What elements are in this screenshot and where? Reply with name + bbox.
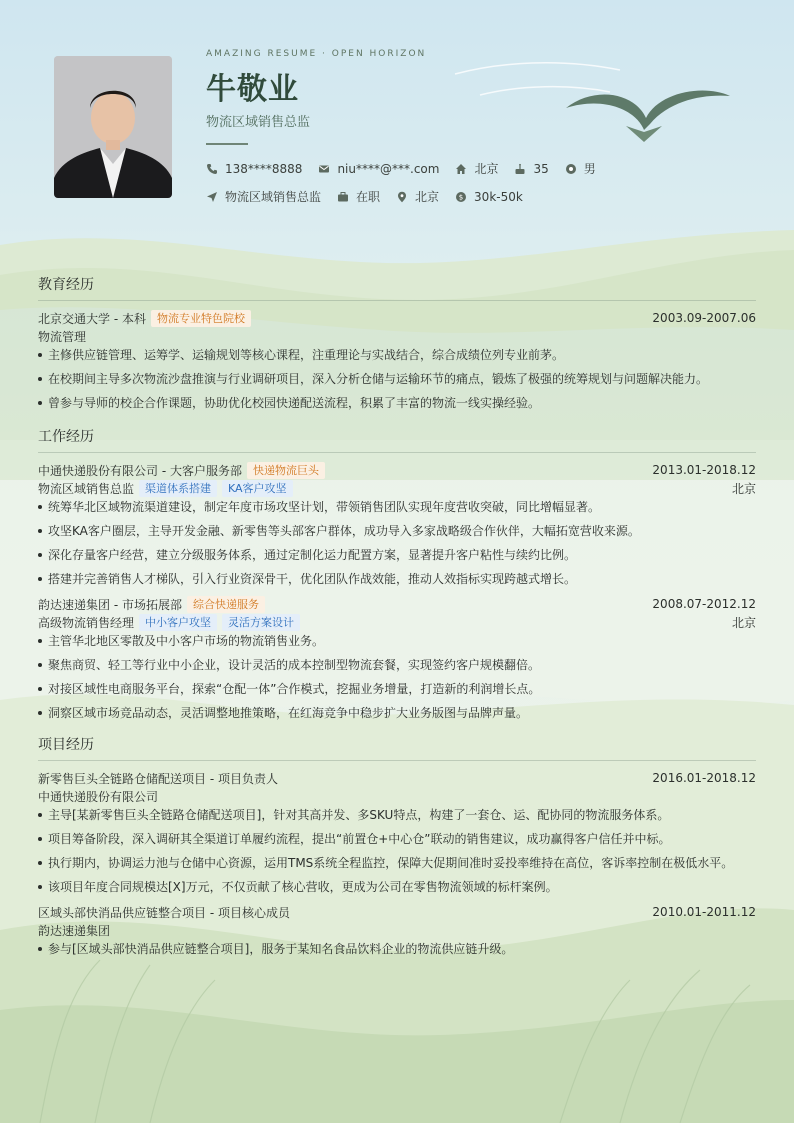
send-icon bbox=[206, 191, 218, 203]
education-section bbox=[38, 274, 756, 419]
list-item: 洞察区域市场竞品动态，灵活调整地推策略，在红海竞争中稳步扩大业务版图与品牌声量。 bbox=[38, 705, 756, 721]
school-tag: 物流专业特色院校 bbox=[151, 310, 251, 327]
gender-item bbox=[565, 160, 596, 177]
project-date: 2010.01-2011.12 bbox=[652, 905, 756, 919]
city-text: 北京 bbox=[474, 162, 499, 176]
svg-text:$: $ bbox=[458, 193, 464, 202]
phone-item bbox=[206, 162, 302, 176]
major: 物流管理 bbox=[38, 329, 87, 344]
education-major-row bbox=[38, 327, 756, 345]
job-entry-head bbox=[38, 461, 756, 479]
city-item bbox=[455, 160, 498, 177]
list-item: 该项目年度合同规模达[X]万元，不仅贡献了核心营收，更成为公司在零售物流领域的标杆案例。 bbox=[38, 879, 756, 895]
project-date: 2016.01-2018.12 bbox=[652, 771, 756, 785]
skill-tag: 渠道体系搭建 bbox=[139, 480, 217, 497]
project-company: 中通快递股份有限公司 bbox=[38, 789, 159, 804]
candidate-title: 物流区域销售总监 bbox=[206, 115, 311, 130]
list-item: 在校期间主导多次物流沙盘推演与行业调研项目，深入分析仓储与运输环节的痛点，锻炼了极强的统筹规划与问题解决能力。 bbox=[38, 371, 756, 387]
job-position: 物流区域销售总监 bbox=[38, 481, 135, 496]
education-bullets bbox=[38, 347, 756, 411]
company-tag: 综合快递服务 bbox=[187, 596, 265, 613]
tagline: AMAZING RESUME · OPEN HORIZON bbox=[206, 49, 427, 59]
list-item: 曾参与导师的校企合作课题，协助优化校园快递配送流程，积累了丰富的物流一线实操经验。 bbox=[38, 395, 756, 411]
home-icon bbox=[455, 163, 467, 175]
phone-text: 138****8888 bbox=[225, 161, 303, 176]
list-item: 深化存量客户经营，建立分级服务体系，通过定制化运力配置方案，显著提升客户粘性与续约比例。 bbox=[38, 547, 756, 563]
salary-text: 30k-50k bbox=[474, 189, 523, 204]
list-item: 主导[某新零售巨头全链路仓储配送项目]，针对其高并发、多SKU特点，构建了一套仓、运、配协同的物流服务体系。 bbox=[38, 807, 756, 823]
project-company-row bbox=[38, 921, 756, 939]
project-company: 韵达速递集团 bbox=[38, 923, 111, 938]
salary-item bbox=[455, 190, 523, 204]
job-position: 高级物流销售经理 bbox=[38, 615, 135, 630]
email-item bbox=[318, 162, 439, 176]
school-name: 北京交通大学 - 本科 bbox=[38, 311, 146, 326]
skill-tag: KA客户攻坚 bbox=[222, 480, 293, 497]
list-item: 主修供应链管理、运筹学、运输规划等核心课程，注重理论与实战结合，综合成绩位列专业前茅。 bbox=[38, 347, 756, 363]
avatar bbox=[54, 56, 172, 198]
title-divider bbox=[206, 143, 248, 145]
list-item: 执行期内，协调运力池与仓储中心资源，运用TMS系统全程监控，保障大促期间准时妥投率维持在高位，客诉率控制在极低水平。 bbox=[38, 855, 756, 871]
section-title: 项目经历 bbox=[38, 734, 756, 761]
company-name: 韵达速递集团 - 市场拓展部 bbox=[38, 597, 182, 612]
phone-icon bbox=[206, 163, 218, 175]
education-entry-head bbox=[38, 309, 756, 327]
list-item: 对接区域性电商服务平台，探索“仓配一体”合作模式，挖掘业务增量，打造新的利润增长点。 bbox=[38, 681, 756, 697]
job-position-row bbox=[38, 613, 756, 631]
job-intent-row bbox=[206, 188, 539, 205]
project-bullets bbox=[38, 941, 756, 957]
age-item bbox=[514, 162, 548, 176]
project-name: 新零售巨头全链路仓储配送项目 - 项目负责人 bbox=[38, 771, 278, 786]
target-position-text: 物流区域销售总监 bbox=[225, 190, 322, 204]
location-pin-icon bbox=[396, 191, 408, 203]
skill-tag: 中小客户攻坚 bbox=[139, 614, 217, 631]
work-section bbox=[38, 426, 756, 729]
skill-tag: 灵活方案设计 bbox=[222, 614, 300, 631]
education-date: 2003.09-2007.06 bbox=[652, 311, 756, 325]
job-entry-head bbox=[38, 595, 756, 613]
status-text: 在职 bbox=[356, 190, 381, 204]
job-location: 北京 bbox=[731, 481, 756, 496]
list-item: 聚焦商贸、轻工等行业中小企业，设计灵活的成本控制型物流套餐，实现签约客户规模翻倍。 bbox=[38, 657, 756, 673]
job-date: 2013.01-2018.12 bbox=[652, 463, 756, 477]
company-name: 中通快递股份有限公司 - 大客户服务部 bbox=[38, 463, 242, 478]
project-bullets bbox=[38, 807, 756, 895]
job-bullets bbox=[38, 633, 756, 721]
profile-photo bbox=[54, 56, 172, 198]
status-item bbox=[337, 188, 380, 205]
company-tag: 快递物流巨头 bbox=[247, 462, 325, 479]
email-text: niu****@***.com bbox=[337, 161, 440, 176]
list-item: 主管华北地区零散及中小客户市场的物流销售业务。 bbox=[38, 633, 756, 649]
candidate-name: 牛敬业 bbox=[206, 72, 299, 107]
list-item: 统筹华北区域物流渠道建设，制定年度市场攻坚计划，带领销售团队实现年度营收突破，同比增幅显著。 bbox=[38, 499, 756, 515]
target-city-text: 北京 bbox=[415, 190, 440, 204]
project-name: 区域头部快消品供应链整合项目 - 项目核心成员 bbox=[38, 905, 290, 920]
section-title: 教育经历 bbox=[38, 274, 756, 301]
project-entry-head bbox=[38, 769, 756, 787]
project-entry-head bbox=[38, 903, 756, 921]
target-city-item bbox=[396, 188, 439, 205]
projects-section bbox=[38, 734, 756, 965]
contact-row bbox=[206, 160, 612, 177]
briefcase-icon bbox=[337, 191, 349, 203]
section-title: 工作经历 bbox=[38, 426, 756, 453]
age-text: 35 bbox=[533, 161, 549, 176]
bird-icon bbox=[564, 84, 732, 146]
project-company-row bbox=[38, 787, 756, 805]
list-item: 攻坚KA客户圈层，主导开发金融、新零售等头部客户群体，成功导入多家战略级合作伙伴，大幅拓宽营收来源。 bbox=[38, 523, 756, 539]
cake-icon bbox=[514, 163, 526, 175]
gender-icon bbox=[565, 163, 577, 175]
gender-text: 男 bbox=[583, 162, 596, 176]
job-location: 北京 bbox=[731, 615, 756, 630]
job-date: 2008.07-2012.12 bbox=[652, 597, 756, 611]
list-item: 参与[区域头部快消品供应链整合项目]，服务于某知名食品饮料企业的物流供应链升级。 bbox=[38, 941, 756, 957]
list-item: 项目筹备阶段，深入调研其全渠道订单履约流程，提出“前置仓+中心仓”联动的销售建议，成功赢得客户信任并中标。 bbox=[38, 831, 756, 847]
email-icon bbox=[318, 163, 330, 175]
target-position-item bbox=[206, 188, 321, 205]
list-item: 搭建并完善销售人才梯队，引入行业资深骨干，优化团队作战效能，推动人效指标实现跨越式增长。 bbox=[38, 571, 756, 587]
job-bullets bbox=[38, 499, 756, 587]
money-icon bbox=[455, 191, 467, 203]
job-position-row bbox=[38, 479, 756, 497]
